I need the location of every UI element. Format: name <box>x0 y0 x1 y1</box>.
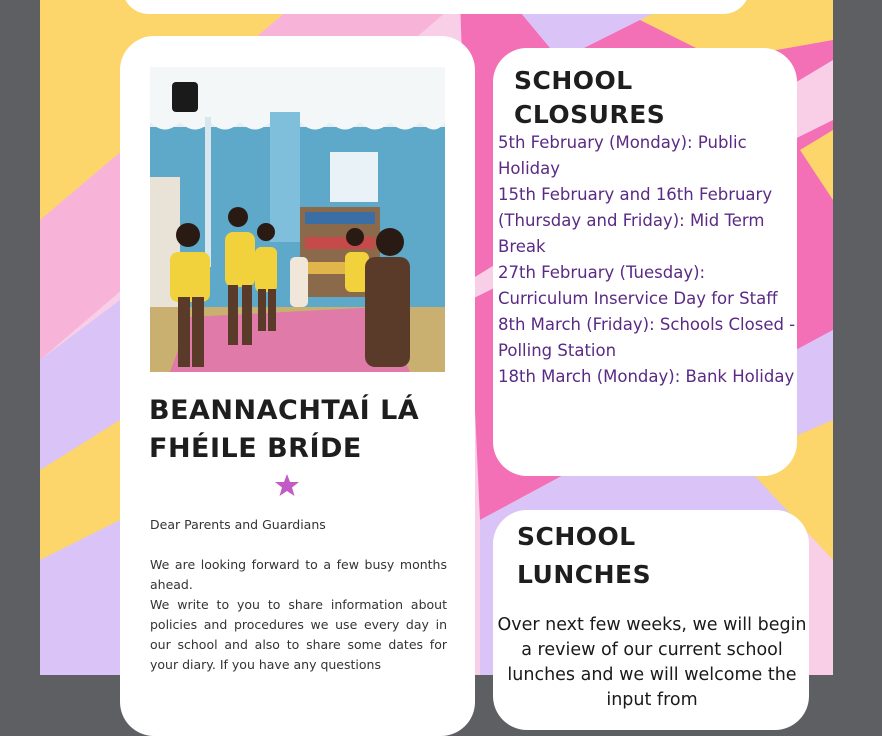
main-title: BEANNACHTAÍ LÁ FHÉILE BRÍDE <box>149 395 420 464</box>
classroom-photo <box>150 67 445 372</box>
classroom-photo-illustration <box>150 67 445 372</box>
closure-item: 15th February and 16th February (Thursday and Friday): Mid Term Break <box>498 185 773 256</box>
closures-list <box>498 130 796 390</box>
lunches-text: Over next few weeks, we will begin a review of our current school lunches and we will welcome the input from <box>497 615 807 710</box>
closure-item: 18th March (Monday): Bank Holiday <box>498 367 795 386</box>
closures-card <box>493 48 797 476</box>
closures-title: SCHOOL CLOSURES <box>514 66 666 129</box>
newsletter-page <box>40 0 833 710</box>
closure-item: 5th February (Monday): Public Holiday <box>498 133 747 178</box>
paragraph-1: We are looking forward to a few busy months ahead. <box>150 557 447 592</box>
greeting: Dear Parents and Guardians <box>150 517 326 532</box>
main-card <box>120 36 475 736</box>
closure-item: 8th March (Friday): Schools Closed -Polling Station <box>498 315 796 360</box>
lunches-card <box>493 510 809 730</box>
letter-body <box>150 515 447 675</box>
paragraph-2: We write to you to share information about policies and procedures we use every day in our school and also to share some dates for your diary. If you have any questions <box>150 597 447 672</box>
star-icon <box>274 473 300 497</box>
closure-item: 27th February (Tuesday): Curriculum Inservice Day for Staff <box>498 263 778 308</box>
top-card <box>122 0 750 14</box>
lunches-title: SCHOOL LUNCHES <box>517 522 652 589</box>
